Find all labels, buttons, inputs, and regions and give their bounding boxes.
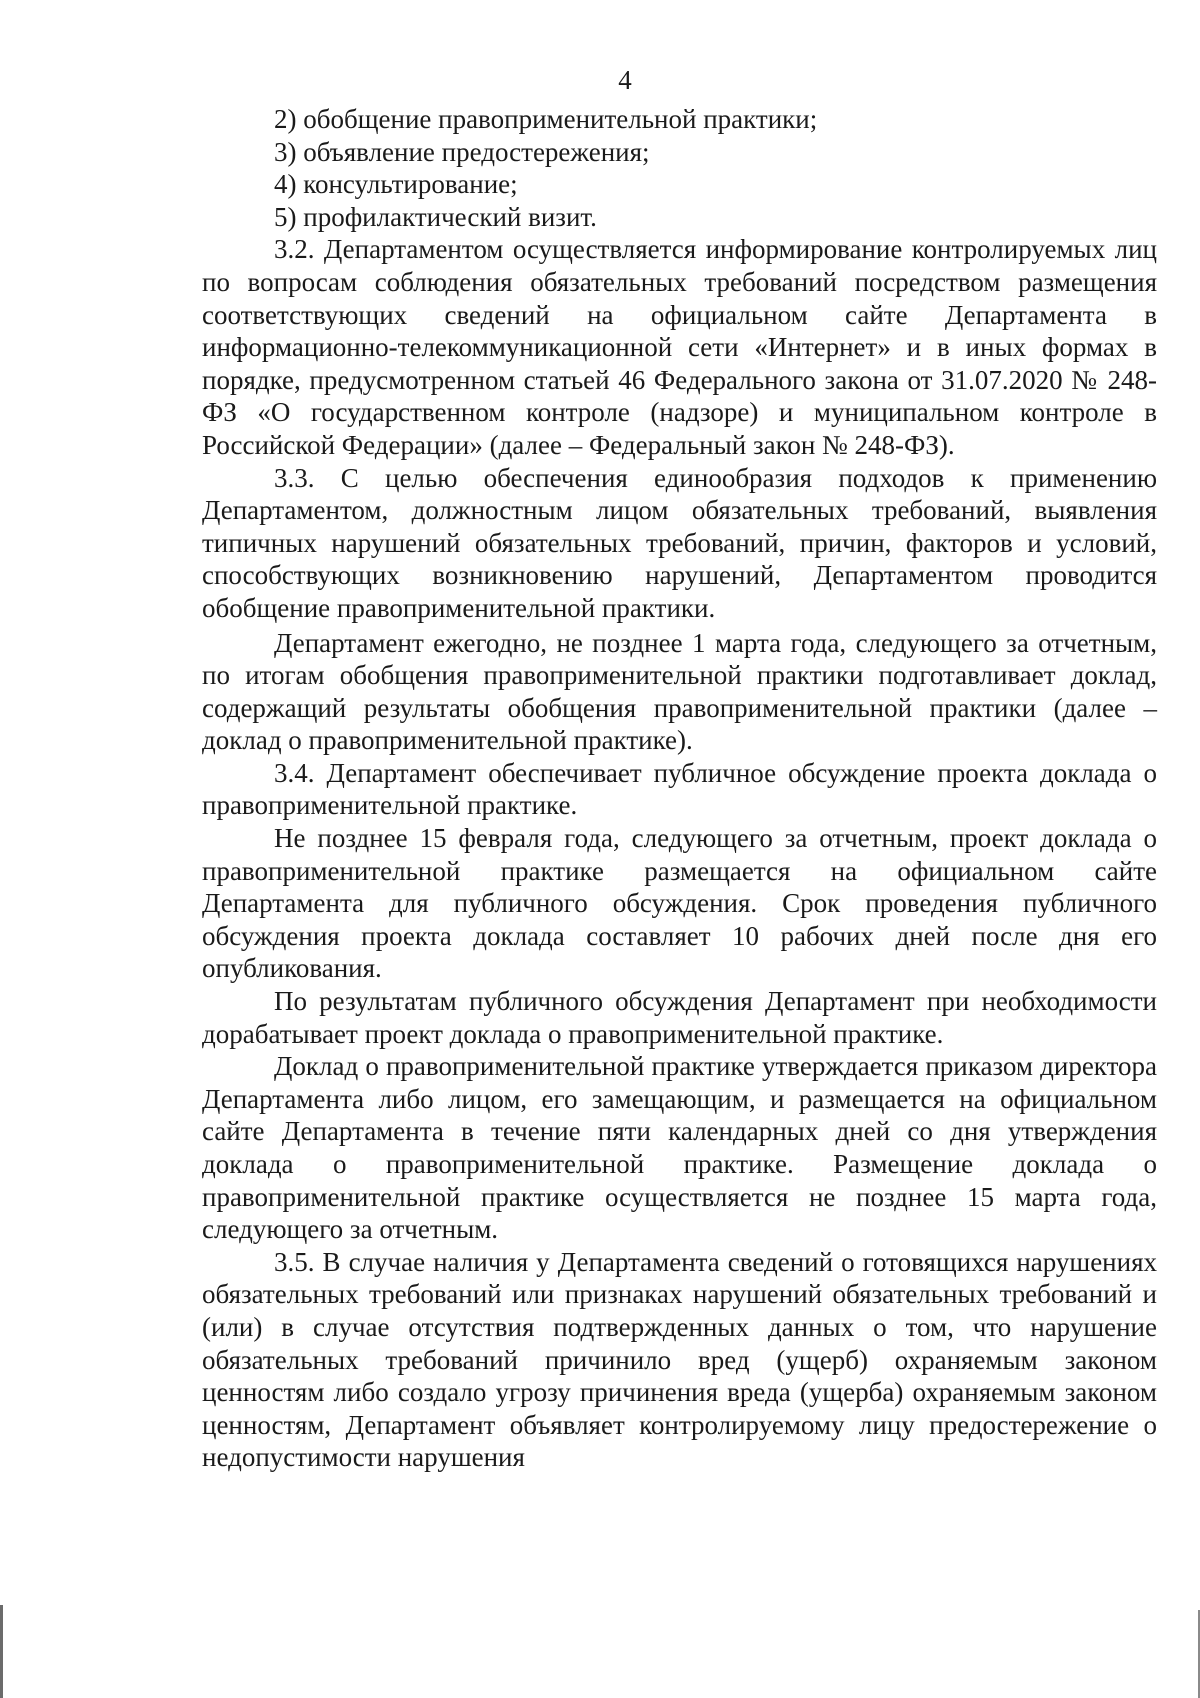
paragraph-3-2: 3.2. Департаментом осуществляется информирование контролируемых лиц по вопросам соблюдения обязательных требований посредством размещения соответствующих сведений на официальном сайте Департамента в информационно-телекоммуникационной сети «Интернет» и в иных формах в порядке, предусмотренном статьей 46 Федерального закона от 31.07.2020 № 248-ФЗ «О государственном контроле (надзоре) и муниципальном контроле в Российской Федерации» (далее – Федеральный закон № 248-ФЗ).	[202, 234, 1157, 460]
list-item: 5) профилактический визит.	[274, 201, 597, 232]
scan-edge-left	[0, 1605, 3, 1698]
paragraph-draft-deadline: Не позднее 15 февраля года, следующего за отчетным, проект доклада о правоприменительной практике размещается на официальном сайте Департамента для публичного обсуждения. Срок проведения публичного обсуждения проекта доклада составляет 10 рабочих дней после дня его опубликования.	[202, 823, 1157, 984]
paragraph-report-approval: Доклад о правоприменительной практике утверждается приказом директора Департамента либо лицом, его замещающим, и размещается на официальном сайте Департамента в течение пяти календарных дней со дня утверждения доклада о правоприменительной практике. Размещение доклада о правоприменительной практике осуществляется не позднее 15 марта года, следующего за отчетным.	[202, 1051, 1157, 1245]
paragraph-3-5: 3.5. В случае наличия у Департамента сведений о готовящихся нарушениях обязательных требований или признаках нарушений обязательных требований и (или) в случае отсутствия подтвержденных данных о том, что нарушение обязательных требований причинило вред (ущерб) охраняемым законом ценностям либо создало угрозу причинения вреда (ущерба) охраняемым законом ценностям, Департамент объявляет контролируемому лицу предостережение о недопустимости нарушения	[202, 1246, 1157, 1473]
paragraph-annual-report: Департамент ежегодно, не позднее 1 марта года, следующего за отчетным, по итогам обобщения правоприменительной практики подготавливает доклад, содержащий результаты обобщения правоприменительной практики (далее – доклад о правоприменительной практике).	[202, 627, 1157, 756]
list-item: 2) обобщение правоприменительной практики;	[274, 104, 818, 134]
paragraph-discussion-results: По результатам публичного обсуждения Департамент при необходимости дорабатывает проект доклада о правоприменительной практике.	[202, 986, 1157, 1049]
list-item: 3) объявление предостережения;	[274, 136, 650, 167]
paragraph-3-4: 3.4. Департамент обеспечивает публичное обсуждение проекта доклада о правоприменительной практике.	[202, 757, 1157, 821]
document-body	[202, 103, 1157, 1474]
page-number: 4	[618, 65, 632, 95]
paragraph-3-3: 3.3. С целью обеспечения единообразия подходов к применению Департаментом, должностным лицом обязательных требований, выявления типичных нарушений обязательных требований, причин, факторов и условий, способствующих возникновению нарушений, Департаментом проводится обобщение правоприменительной практики.	[202, 462, 1157, 623]
list-item: 4) консультирование;	[274, 169, 518, 200]
